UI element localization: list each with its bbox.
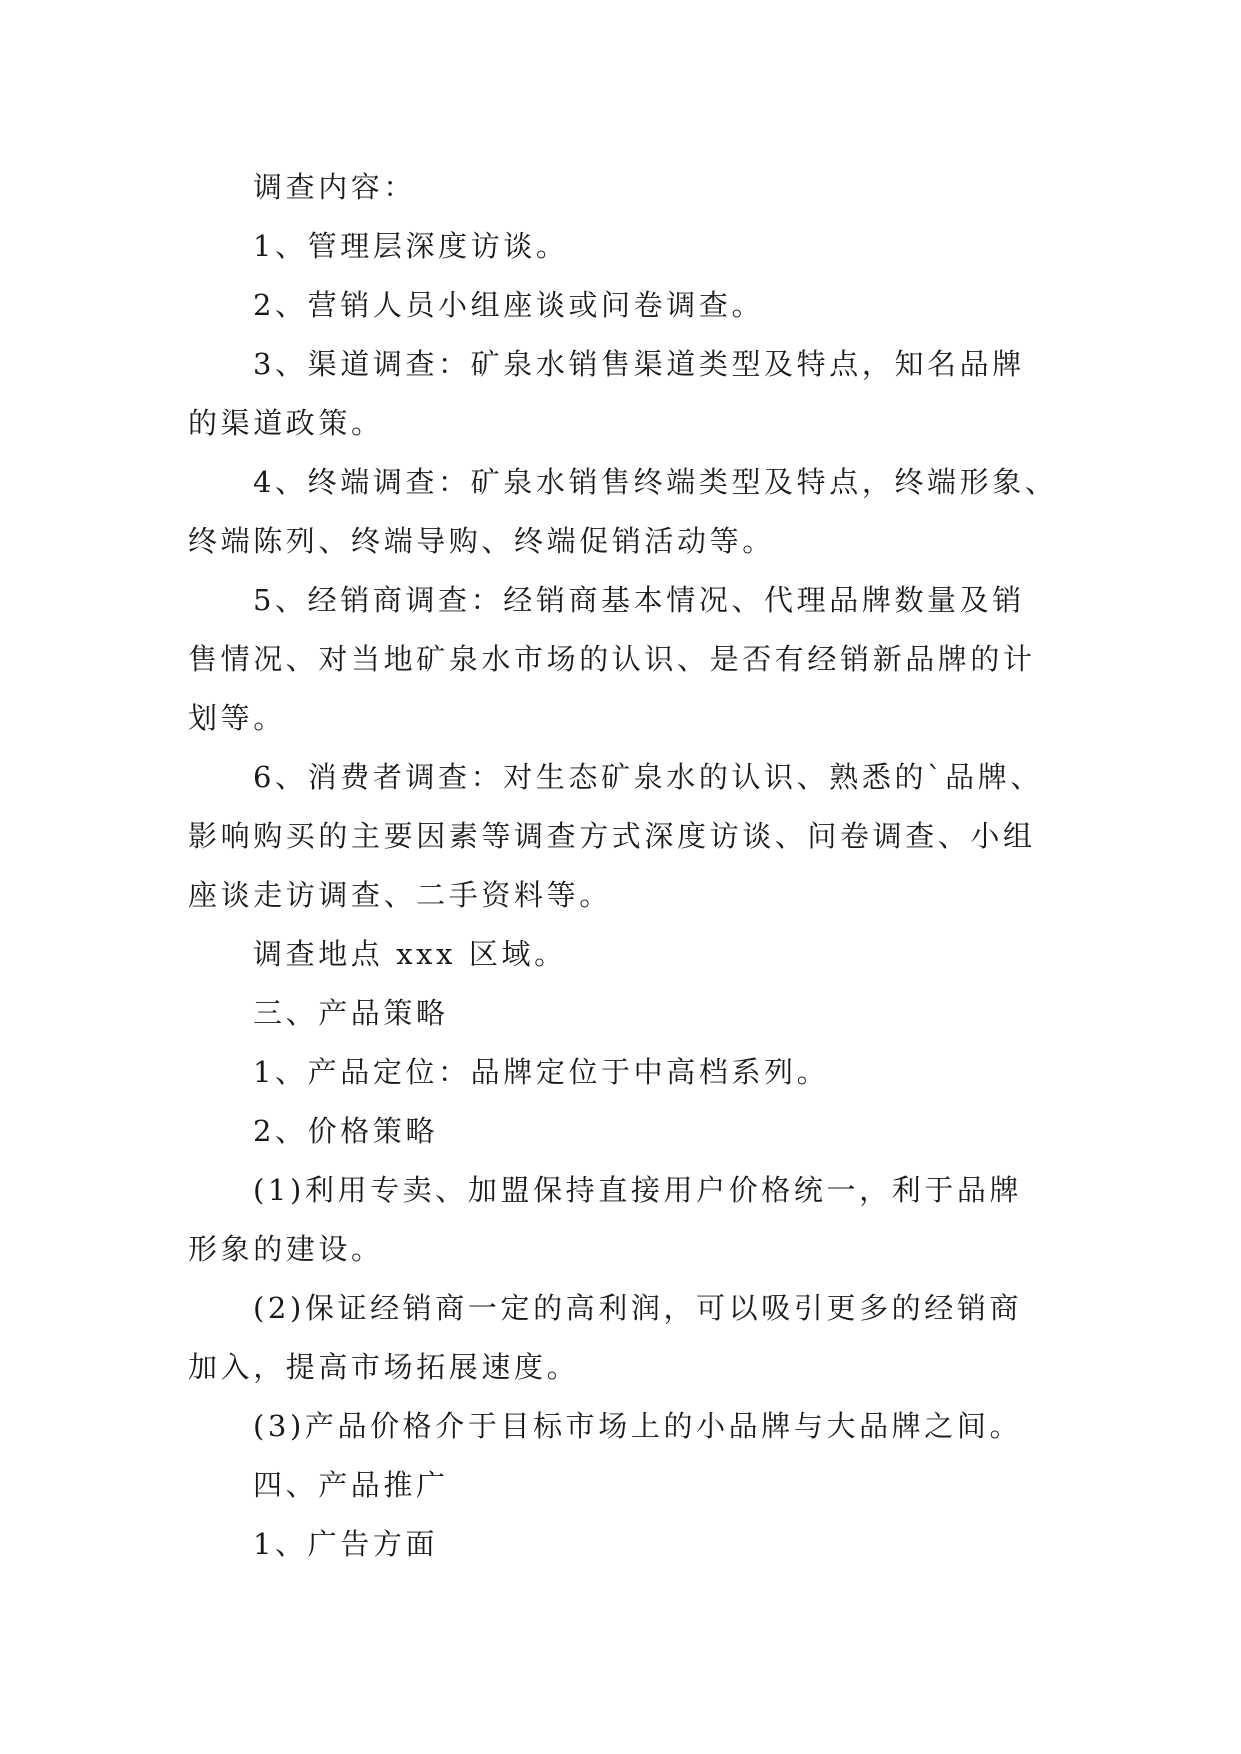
paragraph-item-6-consumer-survey	[188, 748, 1048, 925]
paragraph-pricing-point-2	[188, 1279, 1048, 1397]
text-line: 加入，提高市场拓展速度。	[188, 1350, 580, 1384]
text-line: 座谈走访调查、二手资料等。	[188, 878, 612, 912]
paragraph-survey-location	[188, 925, 1048, 984]
document-body	[188, 158, 1058, 1574]
text-line: 影响购买的主要因素等调查方式深度访谈、问卷调查、小组	[188, 819, 1036, 853]
text-line: 2、营销人员小组座谈或问卷调查。	[253, 288, 765, 322]
paragraph-item-5-dealer-survey	[188, 571, 1048, 748]
paragraph-item-3-channel-survey	[188, 335, 1048, 453]
paragraph-pricing-point-1	[188, 1161, 1048, 1279]
text-line: 三、产品策略	[253, 996, 449, 1030]
text-line: 6、消费者调查：对生态矿泉水的认识、熟悉的`品牌、	[253, 760, 1043, 794]
paragraph-pricing-strategy	[188, 1102, 1048, 1161]
text-line: 调查内容：	[253, 170, 417, 204]
section-heading-product-strategy	[188, 984, 1048, 1043]
paragraph-item-4-terminal-survey	[188, 453, 1058, 571]
paragraph-survey-content-heading	[188, 158, 1048, 217]
text-line: 的渠道政策。	[188, 406, 384, 440]
paragraph-pricing-point-3	[188, 1397, 1048, 1456]
section-heading-product-promotion	[188, 1456, 1048, 1515]
text-line: 3、渠道调查：矿泉水销售渠道类型及特点，知名品牌	[253, 347, 1025, 381]
text-line: 1、管理层深度访谈。	[253, 229, 569, 263]
text-line: 2、价格策略	[253, 1114, 439, 1148]
text-line: 终端陈列、终端导购、终端促销活动等。	[188, 524, 775, 558]
text-line: (2)保证经销商一定的高利润，可以吸引更多的经销商	[253, 1291, 1023, 1325]
paragraph-item-1	[188, 217, 1048, 276]
text-line: 4、终端调查：矿泉水销售终端类型及特点，终端形象、	[253, 465, 1058, 499]
paragraph-item-2	[188, 276, 1048, 335]
text-line: 四、产品推广	[253, 1468, 449, 1502]
text-line: (1)利用专卖、加盟保持直接用户价格统一，利于品牌	[253, 1173, 1023, 1207]
text-line: 售情况、对当地矿泉水市场的认识、是否有经销新品牌的计	[188, 642, 1036, 676]
text-line: 调查地点 xxx 区域。	[253, 937, 567, 971]
text-line: 形象的建设。	[188, 1232, 384, 1266]
text-line: 划等。	[188, 701, 286, 735]
paragraph-advertising	[188, 1515, 1048, 1574]
text-line: 5、经销商调查：经销商基本情况、代理品牌数量及销	[253, 583, 1025, 617]
text-line: 1、广告方面	[253, 1527, 439, 1561]
text-line: 1、产品定位：品牌定位于中高档系列。	[253, 1055, 830, 1089]
paragraph-product-positioning	[188, 1043, 1048, 1102]
text-line: (3)产品价格介于目标市场上的小品牌与大品牌之间。	[253, 1409, 1023, 1443]
